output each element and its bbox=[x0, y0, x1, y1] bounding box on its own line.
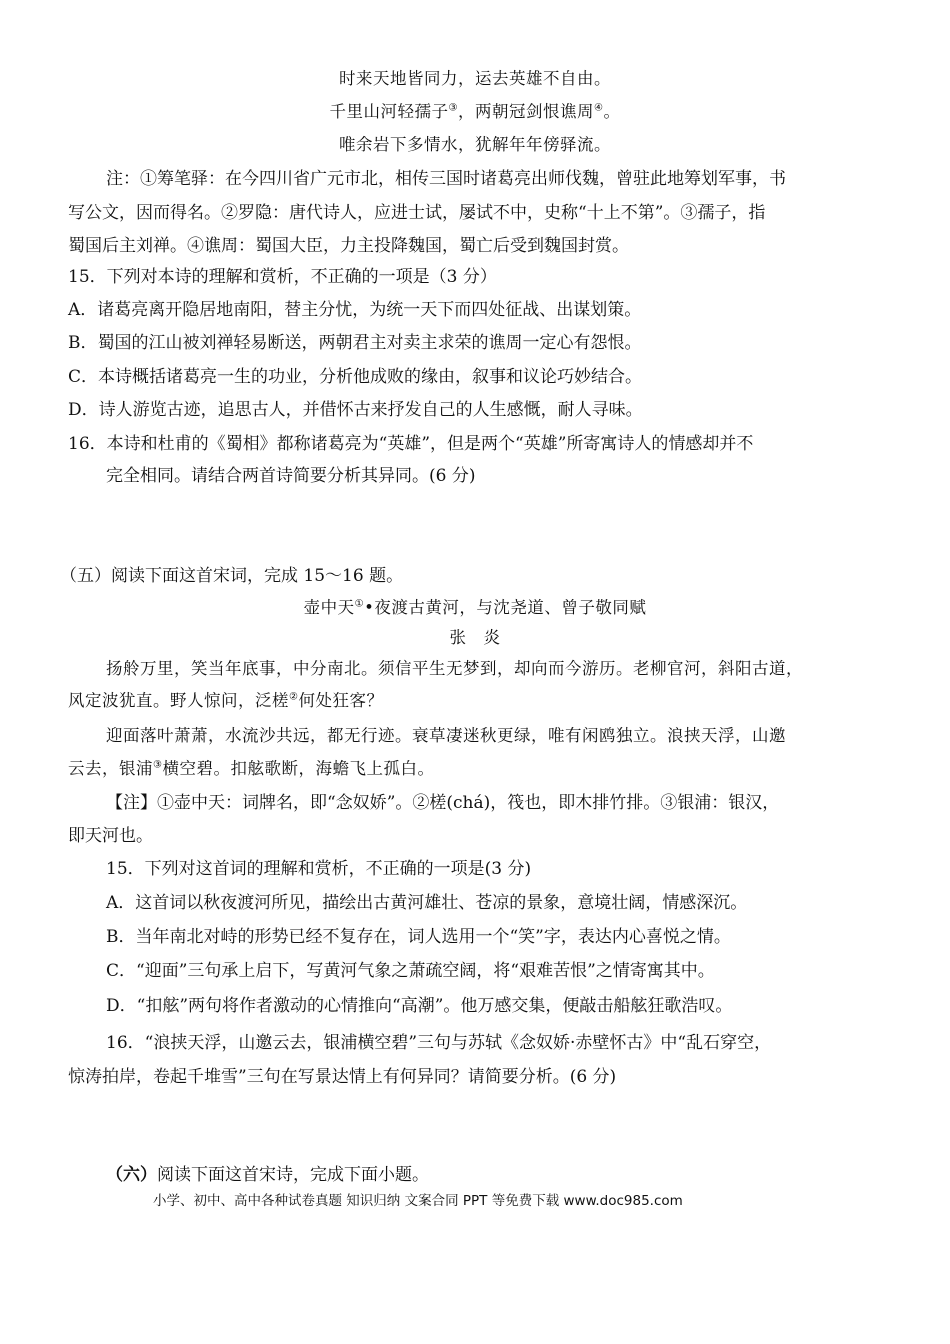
ci-para-2-line-1: 迎面落叶萧萧，水流沙共远，都无行迹。衰草凄迷秋更绿，唯有闲鸥独立。浪挟天浮，山邀 bbox=[106, 726, 786, 745]
poem-line-2: 千里山河轻孺子③，两朝冠剑恨谯周④。 bbox=[329, 102, 621, 121]
question-15b-option-c: C．“迎面”三句承上启下，写黄河气象之萧疏空阔，将“艰难苦恨”之情寄寓其中。 bbox=[106, 961, 715, 981]
question-15-option-d: D．诗人游览古迹，追思古人，并借怀古来抒发自己的人生感慨，耐人寻味。 bbox=[68, 400, 643, 420]
poem-line-1: 时来天地皆同力，运去英雄不自由。 bbox=[339, 69, 611, 88]
question-15-stem: 15．下列对本诗的理解和赏析，不正确的一项是（3 分） bbox=[68, 267, 497, 287]
question-15b-stem: 15．下列对这首词的理解和赏析，不正确的一项是(3 分) bbox=[106, 859, 532, 879]
ci-title: 壶中天①•夜渡古黄河，与沈尧道、曾子敬同赋 bbox=[303, 598, 647, 617]
question-15-option-c: C．本诗概括诸葛亮一生的功业，分析他成败的缘由，叙事和议论巧妙结合。 bbox=[68, 367, 643, 387]
note-line-1: 注：①筹笔驿：在今四川省广元市北，相传三国时诸葛亮出师伐魏，曾驻此地筹划军事，书 bbox=[106, 169, 786, 189]
note-line-2: 写公文，因而得名。②罗隐：唐代诗人，应进士试，屡试不中，史称“十上不第”。③孺子，指 bbox=[68, 203, 766, 223]
question-16-line-2: 完全相同。请结合两首诗简要分析其异同。(6 分) bbox=[106, 466, 476, 486]
ci-note-line-2: 即天河也。 bbox=[68, 826, 153, 846]
question-16b-line-2: 惊涛拍岸，卷起千堆雪”三句在写景达情上有何异同？请简要分析。(6 分) bbox=[68, 1067, 617, 1087]
question-15-option-b: B．蜀国的江山被刘禅轻易断送，两朝君主对卖主求荣的谯周一定心有怨恨。 bbox=[68, 333, 642, 353]
ci-note-line-1: 【注】①壶中天：词牌名，即“念奴娇”。②槎(chá)，筏也，即木排竹排。③银浦：银汉， bbox=[106, 793, 780, 813]
poem-line-3: 唯余岩下多情水，犹解年年傍驿流。 bbox=[339, 135, 611, 154]
question-15b-option-d: D．“扣舷”两句将作者激动的心情推向“高潮”。他万感交集，便敲击船舷狂歌浩叹。 bbox=[106, 996, 733, 1016]
question-15b-option-a: A．这首词以秋夜渡河所见，描绘出古黄河雄壮、苍凉的景象，意境壮阔，情感深沉。 bbox=[106, 893, 748, 913]
question-15-option-a: A．诸葛亮离开隐居地南阳，替主分忧，为统一天下而四处征战、出谋划策。 bbox=[68, 300, 642, 320]
section-5-heading: （五）阅读下面这首宋词，完成 15～16 题。 bbox=[60, 566, 404, 586]
footer-banner: 小学、初中、高中各种试卷真题 知识归纳 文案合同 PPT 等免费下载 www.doc985.com bbox=[153, 1193, 683, 1209]
question-16-line-1: 16．本诗和杜甫的《蜀相》都称诸葛亮为“英雄”，但是两个“英雄”所寄寓诗人的情感却并不 bbox=[68, 434, 754, 454]
ci-author: 张 炎 bbox=[449, 628, 501, 647]
note-line-3: 蜀国后主刘禅。④谯周：蜀国大臣，力主投降魏国，蜀亡后受到魏国封赏。 bbox=[68, 236, 629, 256]
question-15b-option-b: B．当年南北对峙的形势已经不复存在，词人选用一个“笑”字，表达内心喜悦之情。 bbox=[106, 927, 731, 947]
ci-para-1-line-2: 风定波犹直。野人惊问，泛槎②何处狂客？ bbox=[68, 691, 384, 710]
section-6-heading: （六）阅读下面这首宋诗，完成下面小题。 bbox=[106, 1165, 429, 1185]
question-16b-line-1: 16．“浪挟天浮，山邀云去，银浦横空碧”三句与苏轼《念奴娇·赤壁怀古》中“乱石穿空， bbox=[106, 1033, 772, 1053]
ci-para-1-line-1: 扬舲万里，笑当年底事，中分南北。须信平生无梦到，却向而今游历。老柳官河，斜阳古道， bbox=[106, 659, 803, 678]
ci-para-2-line-2: 云去，银浦③横空碧。扣舷歌断，海蟾飞上孤白。 bbox=[68, 759, 435, 778]
